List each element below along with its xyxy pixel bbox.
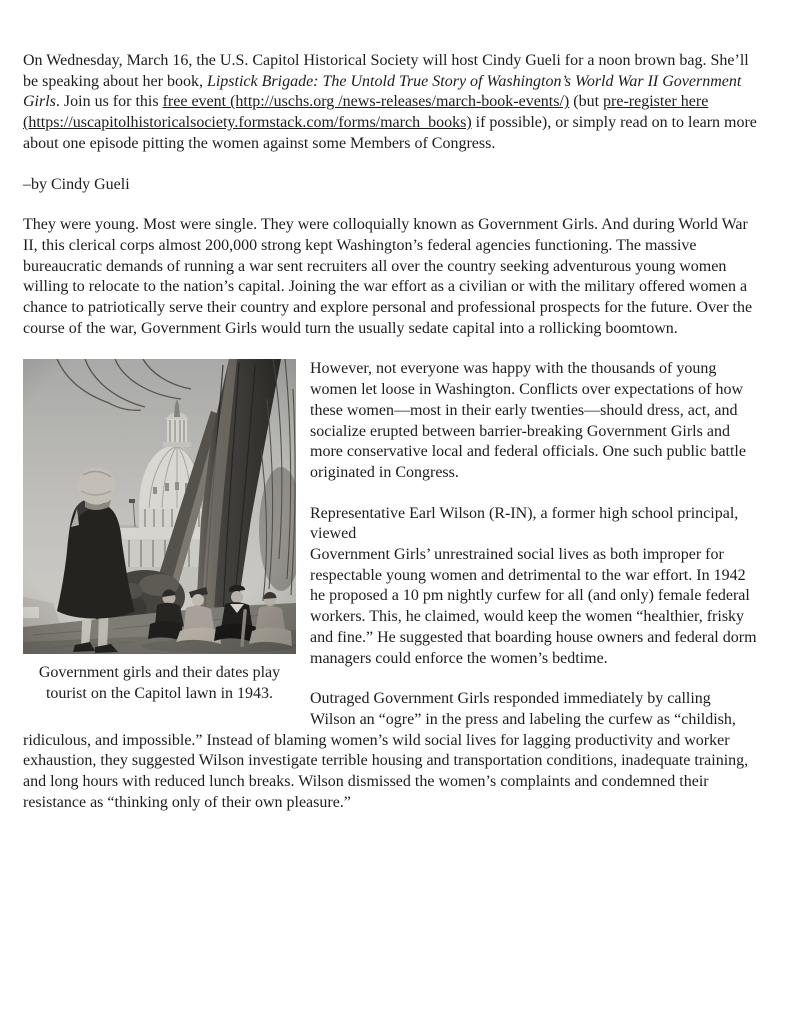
pre-register-link[interactable]: pre-register here (https://uscapitolhistoricalsociety.formstack.com/forms/march_books) [23,93,709,132]
book-title: Lipstick Brigade: The Untold True Story of Washington’s World War II Government Girls [23,72,742,111]
wilson-text-2: Government Girls’ unrestrained social lives as both improper for respectable young women and detrimental to the war effort. In 1942 he proposed a 10 pm nightly curfew for all (and only) female federal workers. This, he claimed, would keep the women “healthier, frisky and fine.” He suggested that boarding house owners and federal dorm managers could enforce the women’s bedtime. [310,546,757,667]
paragraph-conflicts: However, not everyone was happy with the thousands of young women let loose in Washington. Conflicts over expectations of how these women—most in their early twenties—should dress, act, and socialize erupted between barrier-breaking Government Girls and more conservative local and federal officials. One such public battle originated in Congress. [310,360,746,481]
photo-vignette [23,359,296,654]
photo-caption: Government girls and their dates play tourist on the Capitol lawn in 1943. [38,664,281,703]
intro-paragraph [23,51,758,155]
intro-text-1: On Wednesday, March 16, the U.S. Capitol Historical Society will host Cindy Gueli for a noon brown bag. She’ll be speaking about her book, [23,52,749,90]
article-photo-figure [23,359,296,704]
intro-text-4: if possible), or simply read on to learn more about one episode pitting the women against some Members of Congress. [23,114,757,152]
capitol-lawn-photo [23,359,296,654]
paragraph-response: Outraged Government Girls responded immediately by calling Wilson an “ogre” in the press and labeling the curfew as “childish, ridiculous, and impossible.” Instead of blaming women’s wild social lives for lagging productivity and worker exhaustion, they suggested Wilson investigate terrible housing and transportation conditions, inadequate training, and long hours with reduced lunch breaks. Wilson dismissed the women’s complaints and condemned their resistance as “thinking only of their own pleasure.” [23,690,749,811]
wilson-text-1: Representative Earl Wilson (R-IN), a former high school principal, viewed [310,504,739,543]
free-event-link[interactable]: free event (http://uschs.org /news-releases/march-book-events/) [162,93,570,111]
intro-text-2: . Join us for this [55,93,163,111]
byline: –by Cindy Gueli [23,175,130,193]
paragraph-government-girls: They were young. Most were single. They were colloquially known as Government Girls. And during World War II, this clerical corps almost 200,000 strong kept Washington’s federal agencies functioning. The massive bureaucratic demands of running a war sent recruiters all over the country seeking adventurous young women willing to relocate to the nation’s capital. Joining the war effort as a civilian or with the military offered women a chance to patriotically serve their country and explore personal and professional prospects for the future. Over the course of the war, Government Girls would turn the usually sedate capital into a rollicking boomtown. [23,216,753,337]
intro-text-3: (but [569,93,604,111]
